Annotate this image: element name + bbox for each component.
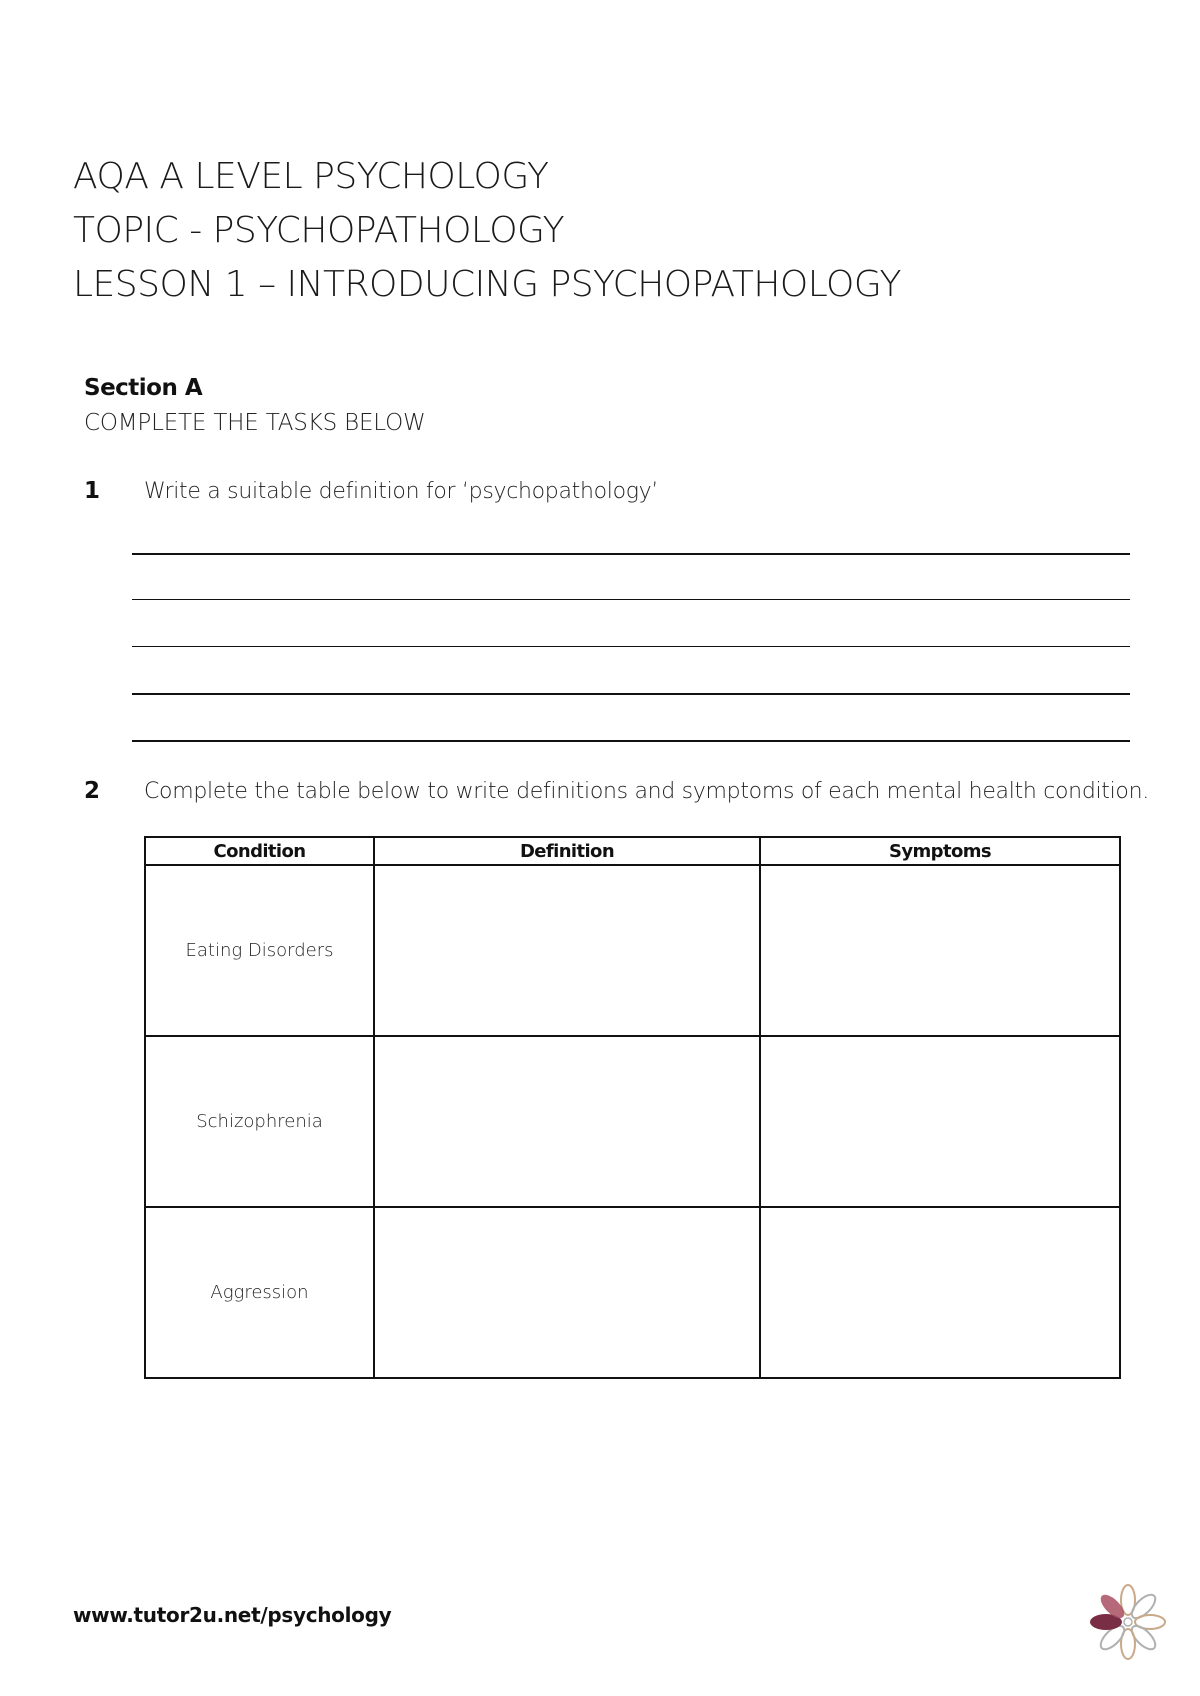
condition-cell: Schizophrenia xyxy=(145,1036,374,1207)
course-title: AQA A LEVEL PSYCHOLOGY xyxy=(73,156,549,197)
answer-line-5[interactable] xyxy=(132,740,1130,742)
answer-line-3[interactable] xyxy=(132,646,1130,647)
header-definition: Definition xyxy=(374,837,760,865)
answer-line-4[interactable] xyxy=(132,693,1130,695)
lesson-title: LESSON 1 – INTRODUCING PSYCHOPATHOLOGY xyxy=(73,264,901,305)
footer-url-link[interactable]: www.tutor2u.net/psychology xyxy=(73,1603,392,1627)
question-2-text: Complete the table below to write definitions and symptoms of each mental health condition. xyxy=(144,779,1149,804)
table-row xyxy=(145,1207,1120,1378)
question-1-number: 1 xyxy=(84,478,101,504)
topic-title: TOPIC - PSYCHOPATHOLOGY xyxy=(73,210,565,251)
condition-cell: Eating Disorders xyxy=(145,865,374,1036)
worksheet-title-block xyxy=(73,150,901,312)
table-row xyxy=(145,865,1120,1036)
question-1-text: Write a suitable definition for ‘psychopathology’ xyxy=(144,479,659,504)
tutor2u-flower-logo-icon xyxy=(1088,1582,1168,1662)
condition-cell: Aggression xyxy=(145,1207,374,1378)
symptoms-cell[interactable] xyxy=(760,1036,1120,1207)
definition-cell[interactable] xyxy=(374,865,760,1036)
section-instruction: COMPLETE THE TASKS BELOW xyxy=(84,410,426,436)
table-row xyxy=(145,1036,1120,1207)
header-condition: Condition xyxy=(145,837,374,865)
symptoms-cell[interactable] xyxy=(760,865,1120,1036)
header-symptoms: Symptoms xyxy=(760,837,1120,865)
table-header-row xyxy=(145,837,1120,865)
conditions-table xyxy=(144,836,1121,1379)
question-2-number: 2 xyxy=(84,778,101,804)
definition-cell[interactable] xyxy=(374,1207,760,1378)
answer-line-2[interactable] xyxy=(132,599,1130,600)
symptoms-cell[interactable] xyxy=(760,1207,1120,1378)
definition-cell[interactable] xyxy=(374,1036,760,1207)
conditions-table-wrapper xyxy=(144,836,1121,1379)
answer-line-1[interactable] xyxy=(132,553,1130,555)
section-heading: Section A xyxy=(84,375,203,401)
